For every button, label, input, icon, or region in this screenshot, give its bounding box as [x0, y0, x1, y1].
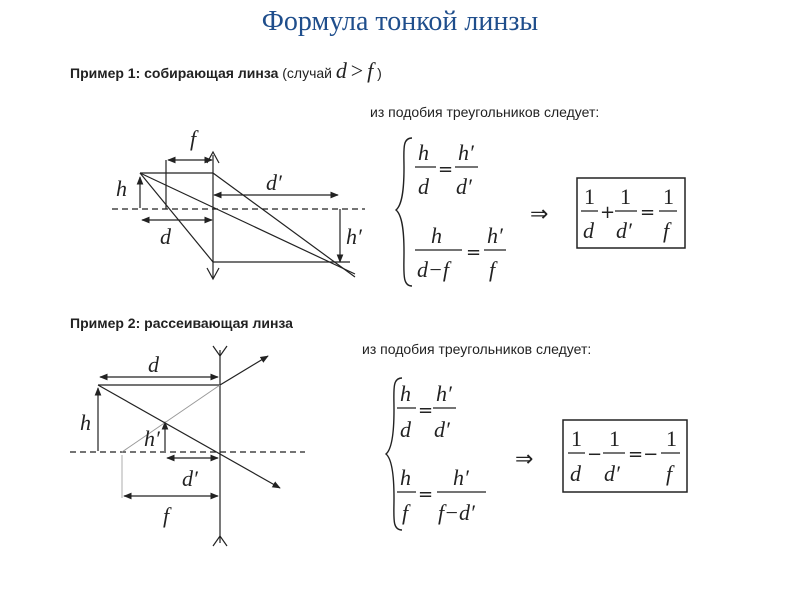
- example2-diagram: [70, 346, 305, 546]
- brace-1: [396, 138, 412, 286]
- eq1-2-lnum: h: [431, 223, 442, 248]
- example1-heading-text: (случай: [278, 65, 336, 81]
- label-f-2: f: [163, 503, 170, 528]
- res1-c-num: 1: [663, 184, 674, 209]
- example1-heading-close: ): [373, 65, 382, 81]
- eq1-1-lnum: h: [418, 140, 429, 165]
- implies-1: ⇒: [530, 202, 549, 227]
- example1-heading-bold: Пример 1: собирающая линза: [70, 65, 279, 81]
- res1-op2: =: [640, 202, 656, 223]
- label-hprime-1: h′: [346, 224, 362, 249]
- label-f-1: f: [190, 126, 197, 151]
- eq2-2-lnum: h: [400, 465, 411, 490]
- ray2-diverged: [220, 356, 268, 385]
- res1-b-den: d′: [616, 218, 632, 243]
- example1-diagram: [112, 152, 365, 279]
- res2-c-den: f: [666, 461, 673, 486]
- label-h-1: h: [116, 176, 127, 201]
- res2-op2: =−: [628, 444, 659, 465]
- example1-note: из подобия треугольников следует:: [370, 104, 600, 120]
- res2-a-den: d: [570, 461, 581, 486]
- example1-heading-d: d: [335, 58, 347, 83]
- example2-system: [386, 378, 486, 530]
- eq1-1-lden: d: [418, 174, 429, 199]
- res1-c-den: f: [663, 218, 670, 243]
- eq2-1-rden: d′: [434, 417, 450, 442]
- res1-op1: +: [600, 202, 616, 223]
- eq2-2-lden: f: [402, 500, 409, 525]
- eq2-1-eq: =: [418, 400, 434, 421]
- res1-a-den: d: [583, 218, 594, 243]
- res1-b-num: 1: [620, 184, 631, 209]
- example2-result: [563, 420, 687, 492]
- example1-system: [396, 138, 506, 286]
- eq2-1-lden: d: [400, 417, 411, 442]
- label-hprime-2: h′: [144, 426, 160, 451]
- eq1-2-eq: =: [466, 242, 482, 263]
- eq2-2-rnum: h′: [453, 465, 469, 490]
- res2-op1: −: [587, 444, 603, 465]
- res2-b-den: d′: [604, 461, 620, 486]
- label-dprime-2: d′: [182, 466, 198, 491]
- eq2-2-eq: =: [418, 484, 434, 505]
- eq2-1-lnum: h: [400, 381, 411, 406]
- res1-a-num: 1: [584, 184, 595, 209]
- ray2-extension: [122, 385, 220, 452]
- label-d-2: d: [148, 352, 159, 377]
- eq2-2-rden: f−d′: [438, 500, 475, 525]
- label-d-1: d: [160, 224, 171, 249]
- ray2-center: [140, 173, 355, 274]
- page-title: Формула тонкой линзы: [261, 6, 539, 37]
- eq1-1-rnum: h′: [458, 140, 474, 165]
- ray3-focus: [140, 173, 213, 262]
- eq1-2-rnum: h′: [487, 223, 503, 248]
- res2-c-num: 1: [666, 426, 677, 451]
- example2-heading-bold: Пример 2: рассеивающая линза: [70, 315, 293, 331]
- example2-note: из подобия треугольников следует:: [362, 341, 592, 357]
- eq1-2-lden: d−f: [417, 257, 449, 282]
- eq1-1-eq: =: [438, 159, 454, 180]
- eq1-1-rden: d′: [456, 174, 472, 199]
- label-dprime-1: d′: [266, 170, 282, 195]
- implies-2: ⇒: [515, 447, 534, 472]
- res2-b-num: 1: [609, 426, 620, 451]
- label-h-2: h: [80, 410, 91, 435]
- example1-heading-gt: >: [350, 58, 364, 83]
- res2-a-num: 1: [571, 426, 582, 451]
- example1-result: [577, 178, 685, 248]
- eq1-2-rden: f: [489, 257, 496, 282]
- eq2-1-rnum: h′: [436, 381, 452, 406]
- example1-heading-f: f: [367, 58, 374, 83]
